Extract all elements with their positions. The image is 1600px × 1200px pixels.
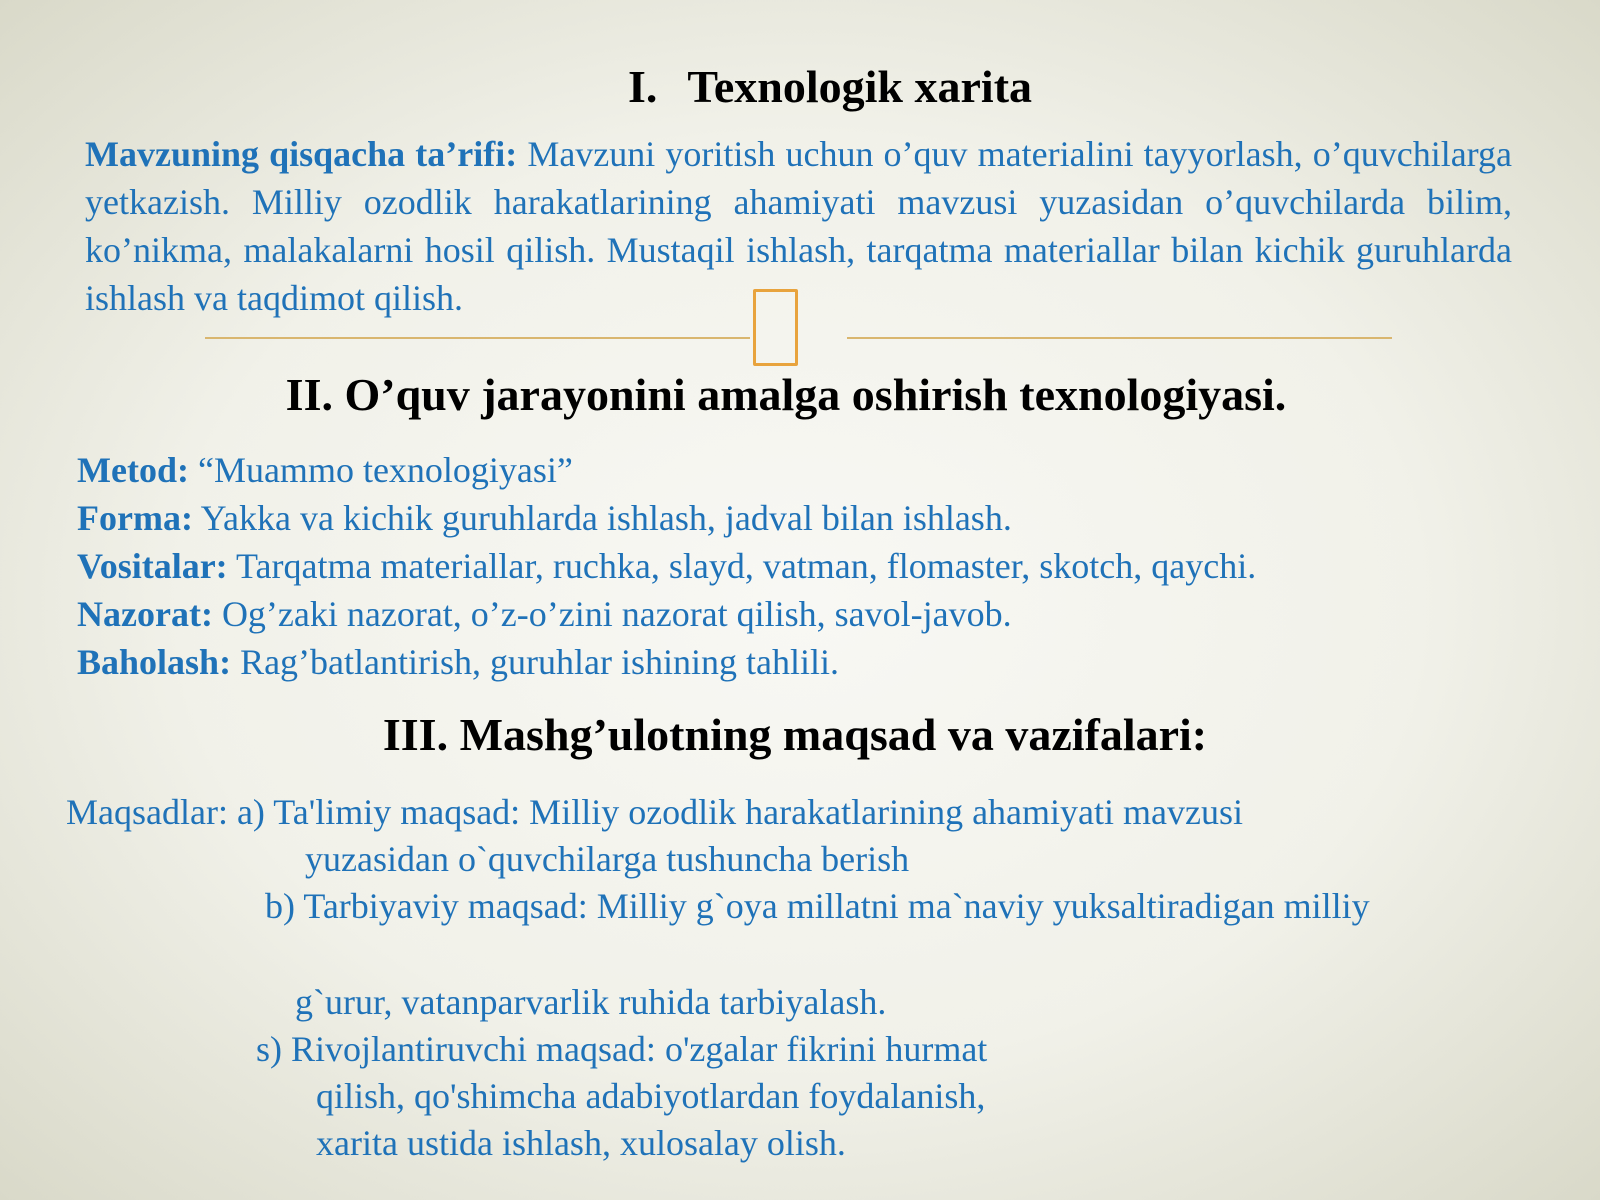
method-value: “Muammo texnologiyasi”: [188, 450, 573, 490]
method-label: Metod:: [77, 450, 189, 490]
form-label: Forma:: [77, 498, 193, 538]
assessment-value: Rag’batlantirish, guruhlar ishining tahlili.: [231, 642, 839, 682]
control-row: [77, 590, 1527, 638]
section3-title: III. Mashg’ulotning maqsad va vazifalari:: [382, 709, 1208, 760]
goals-line-6: qilish, qo'shimcha adabiyotlardan foydalanish,: [316, 1076, 986, 1116]
control-value: Og’zaki nazorat, o’z-o’zini nazorat qilish, savol-javob.: [212, 594, 1012, 634]
goals-line-7: xarita ustida ishlash, xulosalay olish.: [316, 1123, 846, 1163]
ornament-frame-icon: [753, 289, 798, 366]
section2-title: II. O’quv jarayonini amalga oshirish texnologiyasi.: [285, 369, 1287, 420]
control-label: Nazorat:: [77, 594, 213, 634]
goals-line-4: g`urur, vatanparvarlik ruhida tarbiyalash.: [295, 982, 887, 1022]
method-list: [77, 446, 1527, 686]
assessment-label: Baholash:: [77, 642, 232, 682]
topic-description-text: Mavzuni yoritish uchun o’quv materialini tayyorlash, o’quvchilarga yetkazish. Milliy ozodlik harakatlarining ahamiyati mavzusi yuzasidan o’quvchilarda bilim, ko’nikma, malakalarni hosil qilish. Mustaqil ishlash, tarqatma materiallar bilan kichik guruhlarda ishlash va taqdimot qilish.: [85, 134, 1512, 318]
method-row: [77, 446, 1527, 494]
goals-line-2: yuzasidan o`quvchilarga tushuncha berish: [305, 839, 910, 879]
tools-label: Vositalar:: [77, 546, 228, 586]
form-row: [77, 494, 1527, 542]
section1-title: Texnologik xarita: [687, 61, 1033, 112]
divider-line-right: [847, 337, 1392, 339]
tools-value: Tarqatma materiallar, ruchka, slayd, vatman, flomaster, skotch, qaychi.: [227, 546, 1257, 586]
topic-description: [85, 130, 1512, 322]
form-value: Yakka va kichik guruhlarda ishlash, jadval bilan ishlash.: [192, 498, 1012, 538]
section1-heading: [30, 61, 1600, 112]
tools-row: [77, 542, 1527, 590]
goals-line-3: b) Tarbiyaviy maqsad: Milliy g`oya millatni ma`naviy yuksaltiradigan milliy: [265, 886, 1370, 926]
goals-line-1: Maqsadlar: a) Ta'limiy maqsad: Milliy ozodlik harakatlarining ahamiyati mavzusi: [66, 792, 1243, 832]
divider-line-left: [205, 337, 750, 339]
section1-number: I.: [627, 61, 658, 112]
assessment-row: [77, 638, 1527, 686]
goals-line-5: s) Rivojlantiruvchi maqsad: o'zgalar fikrini hurmat: [256, 1029, 988, 1069]
topic-description-label: Mavzuning qisqacha ta’rifi:: [85, 134, 518, 174]
